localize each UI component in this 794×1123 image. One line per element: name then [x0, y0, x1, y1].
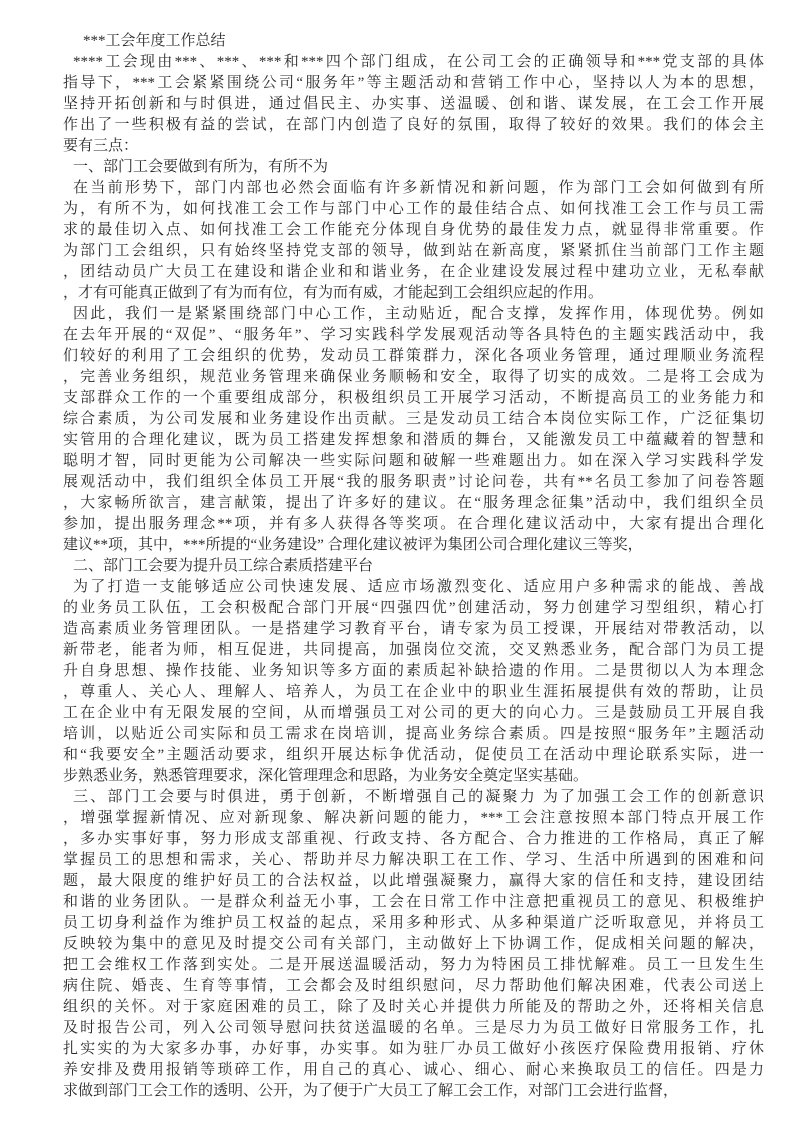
text-line: ，团结动员广大员工在建设和谐企业和和谐业务，在企业建设发展过程中建功立业，无私奉献: [63, 264, 764, 280]
text-line: ，才有可能真正做到了有为而有位，有为而有威，才能起到工会组织应起的作用。: [63, 285, 604, 301]
text-line: 步熟悉业务，熟悉管理要求，深化管理理念和思路，为业务安全奠定坚实基础。: [63, 768, 589, 784]
text-line: 造高素质业务管理团队。一是搭建学习教育平台，请专家为员工授课，开展结对带教活动，以: [63, 621, 764, 637]
text-line: 题，最大限度的维护好员工的合法权益，以此增强凝聚力，赢得大家的信任和支持，建设团结: [63, 873, 764, 889]
text-line: 反映较为集中的意见及时提交公司有关部门，主动做好上下协调工作，促成相关问题的解决，: [63, 936, 764, 952]
text-line: 和谐的业务团队。一是群众利益无小事，工会在日常工作中注意把重视员工的意见、积极维护: [63, 894, 764, 910]
text-line: 病住院、婚丧、生育等事情，工会都会及时组织慰问，尽力帮助他们解决困难，代表公司送上: [63, 978, 764, 994]
text-line: 要有三点：: [63, 138, 139, 154]
text-line: 的业务员工队伍，工会积极配合部门开展“四强四优”创建活动，努力创建学习型组织，精心打: [63, 600, 764, 616]
text-line: ，尊重人、关心人、理解人、培养人，为员工在企业中的职业生涯拓展提供有效的帮助，让员: [63, 684, 764, 700]
text-line: 扎实实的为大家多办事，办好事，办实事。如为驻厂办员工做好小孩医疗保险费用报销、疗休: [63, 1041, 764, 1057]
text-line: 参加，提出服务理念**项，并有多人获得各等奖项。在合理化建议活动中，大家有提出合理化: [63, 516, 764, 532]
text-line: 及时报告公司，列入公司领导慰问扶贫送温暖的名单。三是尽力为员工做好日常服务工作，扎: [63, 1020, 764, 1036]
text-line: 二、部门工会要为提升员工综合素质搭建平台: [73, 558, 374, 574]
text-line: 综合素质，为公司发展和业务建设作出贡献。三是发动员工结合本岗位实际工作，广泛征集切: [63, 411, 764, 427]
text-line: 工在企业中有无限发展的空间，从而增强员工对公司的更大的向心力。三是鼓励员工开展自我: [63, 705, 764, 721]
text-line: 在去年开展的“双促”、“服务年”、学习实践科学发展观活动等各具特色的主题实践活动中，我: [63, 327, 764, 343]
text-line: 展观活动中，我们组织全体员工开展“我的服务职责”讨论问卷，共有**名员工参加了问卷答题: [63, 474, 764, 490]
text-line: 为了打造一支能够适应公司快速发展、适应市场激烈变化、适应用户多种需求的能战、善战: [73, 579, 764, 595]
text-line: 组织的关怀。对于家庭困难的员工，除了及时关心并提供力所能及的帮助之外，还将相关信息: [63, 999, 764, 1015]
text-line: 聪明才智，同时更能为公司解决一些实际问题和破解一些难题出力。如在深入学习实践科学发: [63, 453, 764, 469]
text-line: 培训，以贴近公司实际和员工需求在岗培训，提高业务综合素质。四是按照“服务年”主题活动: [63, 726, 764, 742]
text-line: 把工会维权工作落到实处。二是开展送温暖活动，努力为特困员工排忧解难。员工一旦发生生: [63, 957, 764, 973]
text-line: 一、部门工会要做到有所为，有所不为: [73, 159, 329, 175]
text-line: 因此，我们一是紧紧围绕部门中心工作，主动贴近，配合支撑，发挥作用，体现优势。例如: [73, 306, 764, 322]
document-body: [63, 31, 764, 1102]
text-line: ，增强掌握新情况、应对新现象、解决新问题的能力，***工会注意按照本部门特点开展工作: [63, 810, 764, 826]
text-line: 在当前形势下，部门内部也必然会面临有许多新情况和新问题，作为部门工会如何做到有所: [73, 180, 764, 196]
text-line: 掌握员工的思想和需求，关心、帮助并尽力解决职工在工作、学习、生活中所遇到的困难和问: [63, 852, 764, 868]
text-line: 养安排及费用报销等琐碎工作，用自己的真心、诚心、细心、耐心来换取员工的信任。四是力: [63, 1062, 764, 1078]
text-line: ，大家畅所欲言，建言献策，提出了许多好的建议。在“服务理念征集”活动中，我们组织全员: [63, 495, 764, 511]
text-line: 实管用的合理化建议，既为员工搭建发挥想象和潜质的舞台，又能激发员工中蕴藏着的智慧和: [63, 432, 764, 448]
text-line: 们较好的利用了工会组织的优势，发动员工群策群力，深化各项业务管理，通过理顺业务流程: [63, 348, 764, 364]
text-line: 为部门工会组织，只有始终坚持党支部的领导，做到站在新高度，紧紧抓住当前部门工作主题: [63, 243, 764, 259]
text-line: 作出了一些积极有益的尝试，在部门内创造了良好的氛围，取得了较好的效果。我们的体会主: [63, 117, 764, 133]
text-line: 升自身思想、操作技能、业务知识等多方面的素质起补缺拾遗的作用。二是贯彻以人为本理念: [63, 663, 764, 679]
text-line: ，多办实事好事，努力形成支部重视、行政支持、各方配合、合力推进的工作格局，真正了解: [63, 831, 764, 847]
text-line: 员工切身利益作为维护员工权益的起点，采用多种形式、从多种渠道广泛听取意见，并将员工: [63, 915, 764, 931]
text-line: ****工会现由***、***、***和***四个部门组成，在公司工会的正确领导和***党支部的具体: [73, 54, 764, 70]
text-line: 为，有所不为，如何找准工会工作与部门中心工作的最佳结合点、如何找准工会工作与员工需: [63, 201, 764, 217]
text-line: 和“我要安全”主题活动要求，组织开展达标争优活动，促使员工在活动中理论联系实际，进一: [63, 747, 764, 763]
text-line: 指导下，***工会紧紧围绕公司“服务年”等主题活动和营销工作中心，坚持以人为本的思想，: [63, 75, 764, 91]
text-line: 三、部门工会要与时俱进，勇于创新，不断增强自己的凝聚力 为了加强工会工作的创新意识: [73, 789, 764, 805]
document-title: ***工会年度工作总结: [83, 33, 226, 49]
text-line: 求做到部门工会工作的透明、公开，为了便于广大员工了解工会工作，对部门工会进行监督，: [63, 1083, 679, 1099]
text-line: 建议**项，其中，***所提的“业务建设” 合理化建议被评为集团公司合理化建议三等奖，: [63, 537, 643, 553]
text-line: ，完善业务组织，规范业务管理来确保业务顺畅和安全，取得了切实的成效。二是将工会成为: [63, 369, 764, 385]
text-line: 新带老，能者为师，相互促进，共同提高，加强岗位交流，交叉熟悉业务，配合部门为员工提: [63, 642, 764, 658]
text-line: 支部群众工作的一个重要组成部分，积极组织员工开展学习活动，不断提高员工的业务能力和: [63, 390, 764, 406]
text-line: 求的最佳切入点、如何找准工会工作能充分体现自身优势的最佳发力点，就显得非常重要。作: [63, 222, 764, 238]
text-line: 坚持开拓创新和与时俱进，通过倡民主、办实事、送温暖、创和谐、谋发展，在工会工作开展: [63, 96, 764, 112]
